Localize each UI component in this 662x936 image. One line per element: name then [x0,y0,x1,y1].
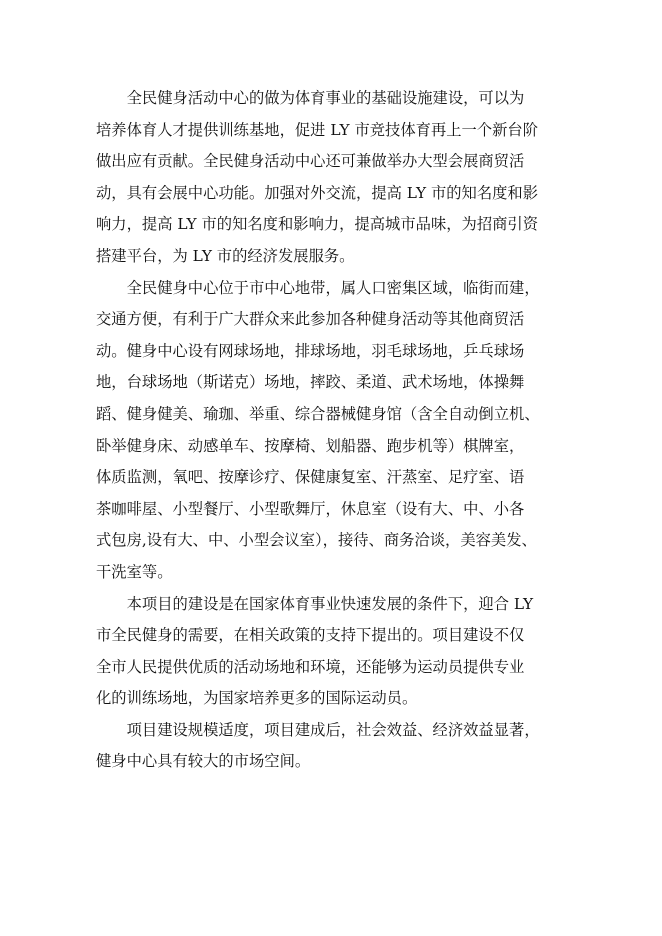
paragraph-3 [96,589,568,715]
text-line: 响力，提高 LY 市的知名度和影响力，提高城市品味，为招商引资 [96,215,539,234]
text-line: 化的训练场地，为国家培养更多的国际运动员。 [96,689,418,708]
text-line: 健身中心具有较大的市场空间。 [96,752,311,771]
text-line: 做出应有贡献。全民健身活动中心还可兼做举办大型会展商贸活 [96,152,525,171]
text-line: 干洗室等。 [96,562,173,581]
text-line: 全市人民提供优质的活动场地和环境，还能够为运动员提供专业 [96,657,525,676]
text-line: 项目建设规模适度，项目建成后，社会效益、经济效益显著， [126,720,540,739]
text-line: 全民健身中心位于市中心地带，属人口密集区域，临街而建， [126,278,540,297]
text-line: 全民健身活动中心的做为体育事业的基础设施建设，可以为 [126,89,525,107]
text-line: 蹈、健身健美、瑜珈、举重、综合器械健身馆（含全自动倒立机、 [96,404,540,423]
text-line: 地，台球场地（斯诺克）场地，摔跤、柔道、武术场地，体操舞 [96,373,525,392]
document-body [96,83,568,778]
text-line: 体质监测，氧吧、按摩诊疗、保健康复室、汗蒸室、足疗室、语 [96,468,525,487]
text-line: 市全民健身的需要，在相关政策的支持下提出的。项目建设不仅 [96,626,525,645]
text-line: 动，具有会展中心功能。加强对外交流，提高 LY 市的知名度和影 [96,183,539,202]
paragraph-4 [96,715,568,778]
text-line: 茶咖啡屋、小型餐厅、小型歌舞厅，休息室（设有大、中、小各 [96,499,525,518]
paragraph-2 [96,273,568,589]
text-line: 卧举健身床、动感单车、按摩椅、划船器、跑步机等）棋牌室， [96,436,525,455]
text-line: 本项目的建设是在国家体育事业快速发展的条件下，迎合 LY [126,594,534,613]
text-line: 培养体育人才提供训练基地，促进 LY 市竞技体育再上一个新台阶 [96,120,539,139]
paragraph-1 [96,83,568,273]
text-line: 搭建平台，为 LY 市的经济发展服务。 [96,246,355,265]
text-line: 式包房,设有大、中、小型会议室），接待、商务洽谈，美容美发、 [96,531,537,550]
text-line: 动。健身中心设有网球场地，排球场地，羽毛球场地，乒乓球场 [96,341,525,360]
text-line: 交通方便，有利于广大群众来此参加各种健身活动等其他商贸活 [96,310,525,329]
